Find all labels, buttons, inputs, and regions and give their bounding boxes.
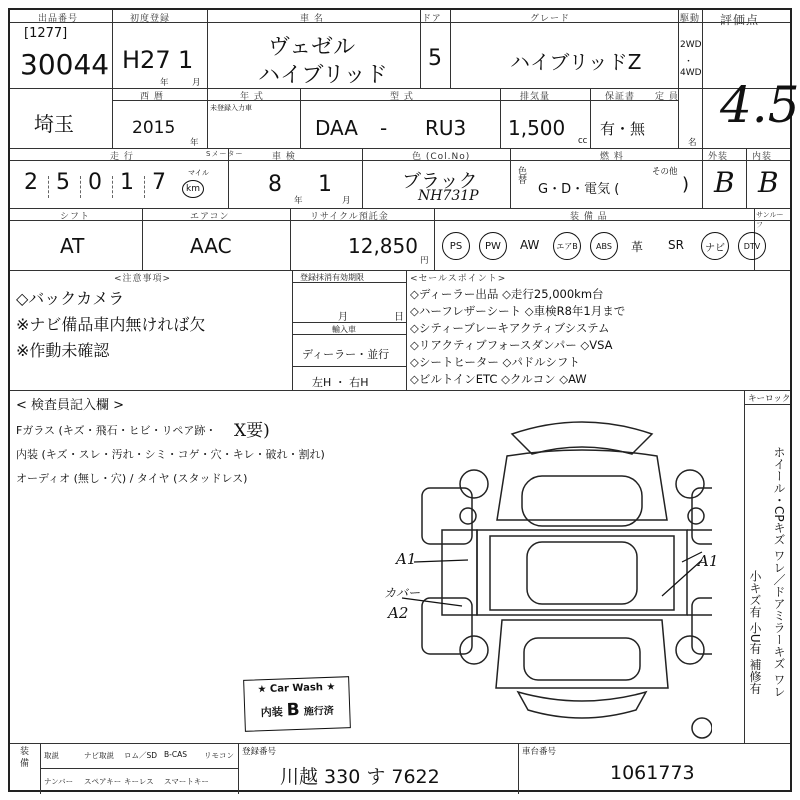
model-code: RU3	[425, 116, 467, 140]
note-item: ◇バックカメラ	[16, 289, 125, 308]
damage-a1-left: A1	[396, 550, 417, 568]
damage-a2: A2	[388, 604, 409, 622]
lot-bracket: [1277]	[24, 26, 68, 41]
auction-sheet	[8, 8, 800, 792]
label-interior: 内装	[752, 152, 773, 162]
registration-month: 1	[178, 46, 194, 74]
carwash-title: ★ Car Wash ★	[257, 681, 336, 696]
label-score: 評価点	[720, 13, 760, 27]
label-keylock: キーロック	[748, 394, 791, 404]
label-mile-change: Sメーター	[206, 150, 244, 158]
label-lot-number: 出品番号	[38, 14, 79, 24]
inspection-month: 1	[318, 172, 332, 197]
grade-value: ハイブリッドZ	[510, 50, 642, 74]
label-footer-options: 装 備	[18, 746, 28, 767]
label-inspector: < 検査員記入欄 >	[16, 398, 125, 413]
color-code: NH731P	[418, 188, 479, 204]
equipment-option: PW	[479, 232, 507, 260]
reg-expiry-month: 月	[338, 312, 348, 323]
sales-point: ◇ハーフレザーシート ◇車検R8年1月まで	[410, 304, 626, 318]
fuel-close: )	[682, 174, 690, 195]
footer-option: キーレス	[124, 777, 154, 786]
month-unit: 月	[192, 78, 201, 88]
drive-dot: ・	[684, 57, 694, 67]
exterior-grade: B	[714, 166, 735, 199]
capacity-unit: 名	[688, 138, 697, 148]
registration-era: H27	[122, 46, 171, 74]
chassis-number: 1061773	[610, 762, 695, 784]
carwash-interior-label: 内装	[260, 705, 284, 720]
equipment-option: エアB	[553, 232, 581, 260]
label-aircon: エアコン	[190, 212, 230, 222]
inspection-month-unit: 月	[342, 196, 351, 206]
label-shift: シフト	[60, 212, 91, 222]
label-displacement: 排気量	[520, 92, 551, 102]
sales-point: ◇ビルトインETC ◇クルコン ◇AW	[410, 372, 587, 386]
label-fuel: 燃 料	[600, 152, 624, 162]
km-unit-circled: km	[182, 180, 204, 198]
mileage-digit: 2	[24, 170, 38, 195]
drive-4wd: 4WD	[680, 68, 702, 78]
label-capacity: 定 員	[655, 92, 679, 102]
footer-option: ナンバー	[44, 777, 74, 786]
lot-number: 30044	[20, 48, 110, 81]
displacement: 1,500	[508, 116, 566, 140]
note-item: ※ナビ備品車内無ければ欠	[16, 315, 206, 334]
auction-score: 4.5	[720, 76, 800, 134]
mileage-digit: 1	[120, 170, 134, 195]
label-fuel-other: その他	[652, 167, 678, 177]
footer-option: スマートキー	[164, 777, 209, 786]
drive-2wd: 2WD	[680, 40, 702, 50]
front-glass-line: Fガラス (キズ・飛石・ヒビ・リペア跡・	[16, 424, 217, 437]
label-sales-points: <セールスポイント>	[410, 274, 507, 284]
color-name: ブラック	[402, 170, 478, 192]
label-year-model: 年 式	[240, 92, 264, 102]
label-inspection: 車 検	[272, 152, 296, 162]
carwash-done: 施行済	[303, 705, 334, 718]
equipment-options	[438, 230, 794, 262]
right-legend-2: 小キズ有 小U有 補修有	[748, 570, 762, 695]
label-grade: グレード	[530, 14, 571, 24]
model-prefix: DAA	[315, 116, 358, 140]
warranty: 有・無	[600, 120, 646, 138]
label-recycle: リサイクル預託金	[310, 212, 389, 222]
door-count: 5	[428, 46, 442, 71]
label-warranty: 保証書	[605, 92, 636, 102]
shift-type: AT	[60, 234, 85, 258]
model-dash: -	[380, 116, 388, 140]
year-unit: 年	[160, 78, 169, 88]
equipment-option: DTV	[738, 232, 766, 260]
license-plate: 川越 330 す 7622	[280, 766, 440, 788]
reg-expiry-day: 日	[394, 312, 404, 323]
label-unregistered: 未登録入力車	[210, 104, 252, 112]
car-wash-stamp	[243, 676, 351, 732]
note-item: ※作動未確認	[16, 341, 110, 360]
equipment-option: PS	[442, 232, 470, 260]
sales-point: ◇シートヒーター ◇パドルシフト	[410, 355, 580, 369]
mileage-digit: 7	[152, 170, 166, 195]
region: 埼玉	[34, 112, 74, 136]
car-name-line2: ハイブリッド	[258, 63, 388, 88]
audio-tire-line: オーディオ (無し・穴) / タイヤ (スタッドレス)	[16, 472, 248, 485]
mileage-digits	[16, 166, 184, 202]
aircon-type: AAC	[190, 234, 232, 258]
recycle-fee: 12,850	[348, 234, 418, 258]
mileage-digit: 0	[88, 170, 102, 195]
label-equipment: 装 備 品	[570, 212, 608, 222]
inspection-year-unit: 年	[294, 196, 303, 206]
interior-condition-line: 内装 (キズ・スレ・汚れ・シミ・コゲ・穴・キレ・破れ・割れ)	[16, 448, 325, 461]
right-legend: ホイール・CPキズ ワレ／ドアミラーキズ ワレ	[772, 446, 786, 698]
handle-side: 左H ・ 右H	[312, 376, 369, 389]
label-notes: <注意事項>	[114, 274, 172, 284]
front-glass-mark: X要)	[234, 421, 270, 441]
label-model: 型 式	[390, 92, 414, 102]
equipment-option: 革	[631, 240, 644, 254]
label-mileage: 走 行	[110, 152, 134, 162]
yen-unit: 円	[420, 256, 429, 266]
footer-option: 取説	[44, 751, 59, 760]
equipment-option: SR	[668, 238, 684, 252]
carwash-grade: B	[286, 699, 301, 721]
label-color: 色 (Col.No)	[412, 152, 471, 162]
equipment-option: ナビ	[701, 232, 729, 260]
label-plate: 登録番号	[242, 747, 277, 757]
equipment-option: AW	[520, 238, 540, 252]
sales-point: ◇ディーラー出品 ◇走行25,000km台	[410, 287, 604, 301]
label-exterior: 外装	[708, 152, 729, 162]
footer-option: B-CAS	[164, 750, 187, 759]
year-unit-2: 年	[190, 138, 199, 148]
label-color-change: 色替	[516, 166, 526, 184]
footer-option: ロム／SD	[124, 751, 158, 760]
western-year: 2015	[132, 118, 176, 138]
label-drive: 駆動	[680, 14, 701, 24]
damage-a1-right: A1	[698, 552, 719, 570]
car-name-line1: ヴェゼル	[268, 35, 356, 60]
label-chassis: 車台番号	[522, 747, 557, 757]
sales-point: ◇リアクティブフォースダンパー ◇VSA	[410, 338, 613, 352]
label-western-year: 西 暦	[140, 92, 164, 102]
sales-point: ◇シティーブレーキアクティブシステム	[410, 321, 610, 335]
fuel-types: G・D・電気 (	[538, 182, 620, 197]
label-import: 輸入車	[332, 325, 356, 334]
equipment-option: ABS	[590, 232, 618, 260]
footer-option: リモコン	[204, 751, 234, 760]
label-first-registration: 初度登録	[130, 14, 171, 24]
damage-cover-label: カバー	[384, 586, 421, 600]
inspection-year: 8	[268, 172, 282, 197]
mileage-digit: 5	[56, 170, 70, 195]
import-type: ディーラー・並行	[302, 348, 390, 361]
label-mile: マイル	[188, 169, 209, 177]
interior-grade: B	[758, 166, 779, 199]
cc-unit: cc	[578, 136, 588, 146]
footer-option: スペアキー	[84, 777, 122, 786]
label-reg-expiry: 登録抹消有効期限	[300, 273, 364, 282]
footer-option: ナビ取説	[84, 751, 114, 760]
label-sunroof: サンルーフ	[756, 211, 784, 229]
label-doors: ドア	[422, 14, 442, 24]
label-car-name: 車 名	[300, 14, 324, 24]
car-diagram	[382, 410, 712, 740]
